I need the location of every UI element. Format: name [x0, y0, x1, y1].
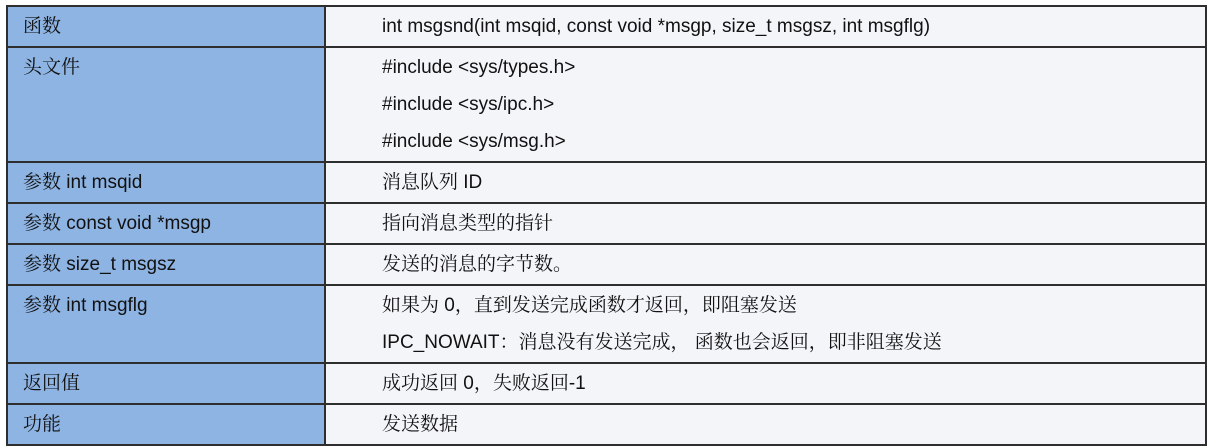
row-label-text: 参数 size_t msgsz	[23, 254, 177, 275]
include-line: #include <sys/ipc.h>	[382, 94, 555, 115]
param-description: 消息队列 ID	[382, 172, 483, 193]
table-row-function	[7, 6, 1206, 47]
include-line: #include <sys/msg.h>	[382, 131, 566, 152]
row-label	[7, 285, 325, 363]
row-label-text: 参数 int msqid	[23, 172, 143, 193]
row-label	[7, 47, 325, 162]
row-label-text: 头文件	[23, 57, 81, 78]
table-row-param-msgsz	[7, 244, 1206, 285]
row-value	[325, 285, 1206, 363]
table-row-param-msgp	[7, 203, 1206, 244]
return-description: 成功返回 0，失败返回-1	[382, 373, 586, 394]
purpose-description: 发送数据	[382, 414, 459, 435]
include-line: #include <sys/types.h>	[382, 57, 576, 78]
param-description: 发送的消息的字节数。	[382, 254, 573, 275]
row-label	[7, 6, 325, 47]
table-row-return-value	[7, 363, 1206, 404]
function-reference-table	[6, 5, 1207, 446]
row-value	[325, 244, 1206, 285]
row-value	[325, 47, 1206, 162]
row-value	[325, 363, 1206, 404]
row-label	[7, 162, 325, 203]
param-description: IPC_NOWAIT：消息没有发送完成， 函数也会返回，即非阻塞发送	[382, 332, 942, 353]
function-signature: int msgsnd(int msqid, const void *msgp, size_t msgsz, int msgflg)	[382, 16, 931, 37]
row-label-text: 参数 const void *msgp	[23, 213, 211, 234]
table-row-param-msgflg	[7, 285, 1206, 363]
row-label-text: 函数	[23, 16, 62, 37]
row-value	[325, 162, 1206, 203]
row-label-text: 返回值	[23, 373, 81, 394]
row-value	[325, 6, 1206, 47]
row-label-text: 参数 int msgflg	[23, 295, 148, 316]
table-row-headers	[7, 47, 1206, 162]
param-description: 如果为 0，直到发送完成函数才返回，即阻塞发送	[382, 295, 797, 316]
row-label	[7, 363, 325, 404]
row-label-text: 功能	[23, 414, 62, 435]
param-description: 指向消息类型的指针	[382, 213, 554, 234]
table-row-param-msqid	[7, 162, 1206, 203]
row-label	[7, 244, 325, 285]
row-label	[7, 203, 325, 244]
row-value	[325, 203, 1206, 244]
